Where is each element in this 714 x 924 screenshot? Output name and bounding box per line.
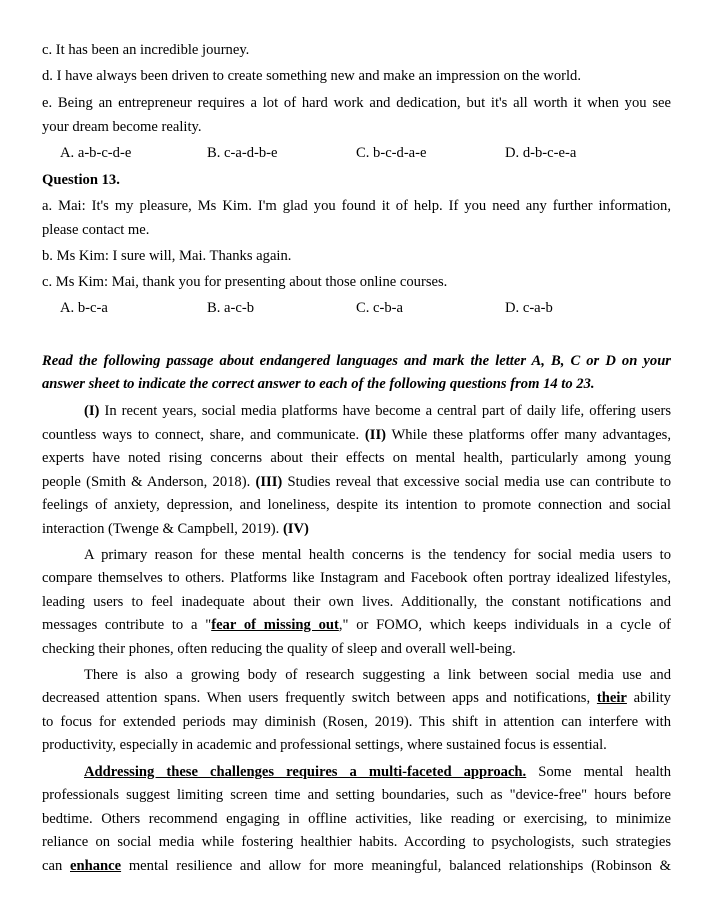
p4-line3: bedtime. Others recommend engaging in offline activities, like reading or exercising, to minimize bbox=[42, 811, 671, 827]
p3-line2: decreased attention spans. When users frequently switch between apps and notifications, their ability bbox=[42, 690, 671, 706]
p2-line1: A primary reason for these mental health concerns is the tendency for social media users to bbox=[84, 547, 671, 563]
q12-item-e-line1: e. Being an entrepreneur requires a lot of hard work and dedication, but it's all worth it when you see bbox=[42, 95, 671, 111]
q13-option-b: B. a-c-b bbox=[207, 300, 255, 316]
q13-heading: Question 13. bbox=[42, 172, 120, 188]
p4-line5: can enhance mental resilience and allow for more meaningful, balanced relationships (Robinson & bbox=[42, 858, 671, 874]
q12-option-b: B. c-a-d-b-e bbox=[207, 145, 278, 161]
p1-line2: countless ways to connect, share, and communicate. (II) While these platforms offer many advantages, bbox=[42, 427, 671, 443]
q12-item-d: d. I have always been driven to create something new and make an impression on the world. bbox=[42, 68, 581, 84]
p1-line3: experts have noted rising concerns about their effects on mental health, particularly among young bbox=[42, 450, 671, 466]
p3-line4: productivity, especially in academic and professional settings, where sustained focus is essential. bbox=[42, 737, 607, 753]
underlined-sentence-approach: Addressing these challenges requires a multi-faceted approach. bbox=[84, 764, 527, 780]
marker-ii: (II) bbox=[364, 427, 387, 443]
q13-option-a: A. b-c-a bbox=[60, 300, 108, 316]
underlined-word-their: their bbox=[596, 690, 627, 706]
q13-item-c: c. Ms Kim: Mai, thank you for presenting about those online courses. bbox=[42, 274, 448, 290]
marker-iv: (IV) bbox=[282, 521, 309, 537]
p2-line4: messages contribute to a "fear of missing out," or FOMO, which keeps individuals in a cycle of bbox=[42, 617, 671, 633]
underlined-phrase-fomo: fear of missing out bbox=[211, 617, 339, 633]
p2-line3: leading users to feel inadequate about their own lives. Additionally, the constant notifications and bbox=[42, 594, 671, 610]
p1-line5: feelings of anxiety, depression, and loneliness, despite its intention to promote connection and social bbox=[42, 497, 671, 513]
instruction-line2: answer sheet to indicate the correct answer to each of the following questions from 14 to 23. bbox=[42, 376, 595, 392]
p4-line2: professionals suggest limiting screen time and setting boundaries, such as "device-free" hours before bbox=[42, 787, 671, 803]
p4-line1: Addressing these challenges requires a multi-faceted approach. Some mental health bbox=[84, 764, 671, 780]
p3-line3: to focus for extended periods may diminish (Rosen, 2019). This shift in attention can interfere with bbox=[42, 714, 671, 730]
q13-item-b: b. Ms Kim: I sure will, Mai. Thanks again. bbox=[42, 248, 292, 264]
p4-line4: reliance on social media while fostering healthier habits. According to psychologists, such strategies bbox=[42, 834, 671, 850]
p2-line5: checking their phones, often reducing the quality of sleep and overall well-being. bbox=[42, 641, 516, 657]
q13-item-a-line1: a. Mai: It's my pleasure, Ms Kim. I'm glad you found it of help. If you need any further information, bbox=[42, 198, 671, 214]
marker-i: (I) bbox=[84, 403, 100, 419]
instruction-line1: Read the following passage about endangered languages and mark the letter A, B, C or D on your bbox=[42, 353, 671, 369]
q13-item-a-line2: please contact me. bbox=[42, 222, 150, 238]
q12-item-e-line2: your dream become reality. bbox=[42, 119, 202, 135]
p2-line2: compare themselves to others. Platforms like Instagram and Facebook often portray idealized lifestyles, bbox=[42, 570, 671, 586]
p1-line1: (I) In recent years, social media platforms have become a central part of daily life, offering users bbox=[84, 403, 671, 419]
q12-option-a: A. a-b-c-d-e bbox=[60, 145, 132, 161]
underlined-word-enhance: enhance bbox=[70, 858, 122, 874]
q12-item-c: c. It has been an incredible journey. bbox=[42, 42, 250, 58]
p1-line4: people (Smith & Anderson, 2018). (III) Studies reveal that excessive social media use can contribute to bbox=[42, 474, 672, 490]
p1-line6: interaction (Twenge & Campbell, 2019). (IV) bbox=[42, 521, 309, 537]
q13-option-c: C. c-b-a bbox=[356, 300, 404, 316]
q12-option-c: C. b-c-d-a-e bbox=[356, 145, 427, 161]
marker-iii: (III) bbox=[255, 474, 283, 490]
q12-option-d: D. d-b-c-e-a bbox=[505, 145, 577, 161]
p3-line1: There is also a growing body of research suggesting a link between social media use and bbox=[84, 667, 671, 683]
q13-option-d: D. c-a-b bbox=[505, 300, 553, 316]
